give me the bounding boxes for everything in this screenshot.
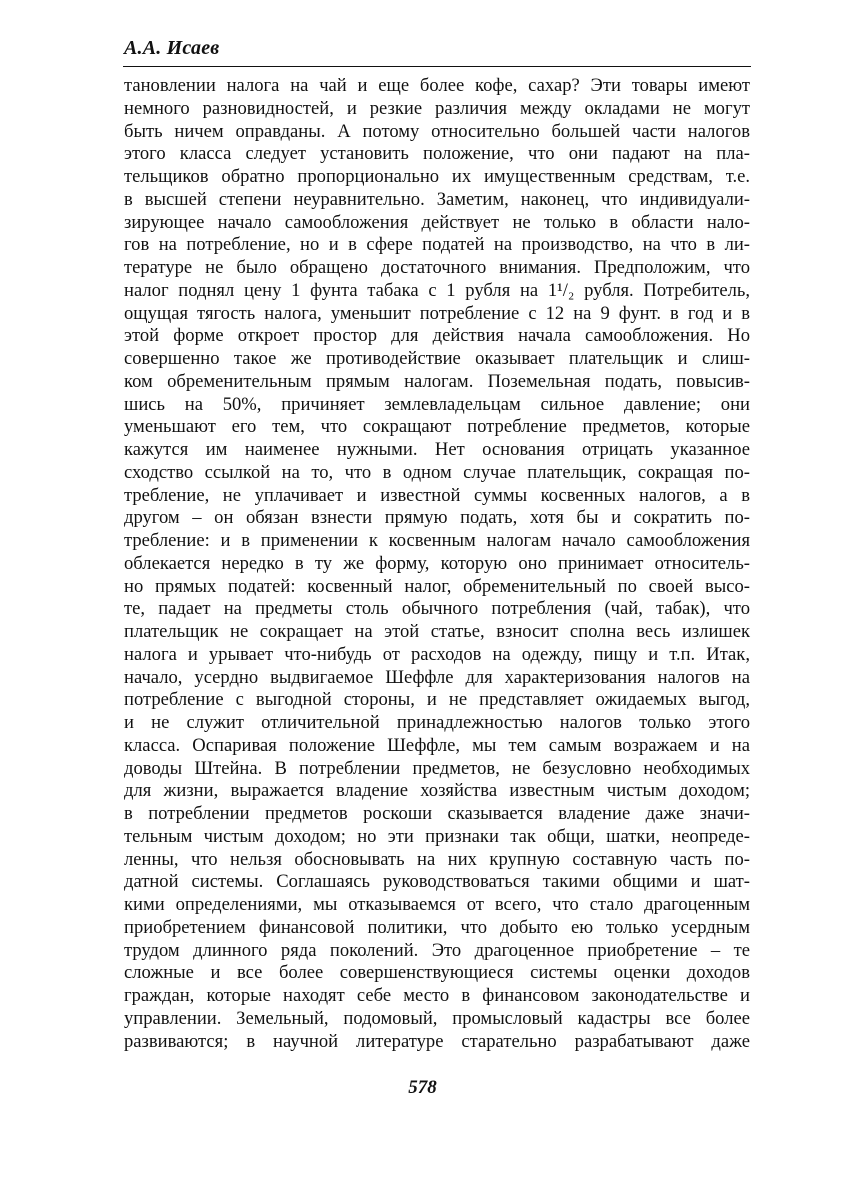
text-line: доводы Штейна. В потреблении предметов, не безусловно необходимых: [124, 757, 750, 779]
text-line: требление: и в применении к косвенным налогам начало самообложения: [124, 530, 750, 551]
text-line: совершенно такое же противодействие оказывает плательщик и слиш-: [124, 348, 750, 369]
header-rule: [123, 66, 751, 67]
text-line: немного разновидностей, и резкие различия между окладами не могут: [124, 97, 750, 119]
text-line: тельным чистым доходом; но эти признаки так общи, шатки, неопреде-: [124, 825, 750, 847]
text-line: налог поднял цену 1 фунта табака с 1 рубля на 1¹/₂ рубля. Потребитель,: [124, 279, 750, 301]
text-line: трудом длинного ряда поколений. Это драгоценное приобретение – те: [124, 939, 750, 961]
text-line: ленны, что нельзя обосновывать на них крупную составную часть по-: [124, 848, 750, 870]
text-line: налога и урывает что-нибудь от расходов на одежду, пищу и т.п. Итак,: [124, 643, 750, 665]
text-line: граждан, которые находят себе место в финансовом законодательстве и: [124, 985, 750, 1006]
text-line: класса. Оспаривая положение Шеффле, мы тем самым возражаем и на: [124, 734, 750, 756]
text-line: те, падает на предметы столь обычного потребления (чай, табак), что: [124, 598, 750, 620]
text-line: сложные и все более совершенствующиеся системы оценки доходов: [124, 962, 750, 984]
text-line: облекается нередко в ту же форму, которую оно принимает относитель-: [124, 552, 750, 574]
text-line: для жизни, выражается владение хозяйства известным чистым доходом;: [124, 780, 750, 802]
text-line: кими определениями, мы отказываемся от всего, что стало драгоценным: [124, 894, 750, 915]
text-line: другом – он обязан взнести прямую подать, хотя бы и сократить по-: [124, 507, 750, 529]
text-line: тановлении налога на чай и еще более кофе, сахар? Эти товары имеют: [124, 75, 750, 96]
text-line: требление, не уплачивает и известной суммы косвенных налогов, а в: [124, 484, 750, 506]
text-line: и не служит отличительной принадлежностью налогов только этого: [124, 712, 750, 733]
text-line: ком обременительным прямым налогам. Поземельная подать, повысив-: [124, 370, 750, 392]
text-line: развиваются; в научной литературе старательно разрабатывают даже: [124, 1030, 750, 1052]
text-line: этой форме откроет простор для действия начала самообложения. Но: [124, 325, 750, 347]
text-line: кажутся им наименее нужными. Нет основания отрицать указанное: [124, 439, 750, 460]
text-line: зирующее начало самообложения действует не только в области нало-: [124, 211, 750, 233]
text-line: шись на 50%, причиняет землевладельцам сильное давление; они: [124, 393, 750, 415]
text-line: тературе не было обращено достаточного внимания. Предположим, что: [124, 257, 750, 278]
text-line: в потреблении предметов роскоши сказывается владение даже значи-: [124, 803, 750, 824]
text-line: тельщиков обратно пропорционально их имущественным средствам, т.е.: [124, 166, 750, 187]
body-text: [124, 75, 750, 1053]
text-line: в высшей степени неуравнительно. Заметим, наконец, что индивидуали-: [124, 188, 750, 210]
text-line: приобретением финансовой политики, что добыто ею только усердным: [124, 916, 750, 938]
text-line: уменьшают его тем, что сокращают потребление предметов, которые: [124, 416, 750, 438]
text-line: быть ничем оправданы. А потому относительно большей части налогов: [124, 120, 750, 142]
text-line: датной системы. Соглашаясь руководствоваться такими общими и шат-: [124, 871, 750, 893]
text-line: потребление с выгодной стороны, и не представляет ожидаемых выгод,: [124, 689, 750, 711]
text-line: ощущая тягость налога, уменьшит потребление с 12 на 9 фунт. в год и в: [124, 302, 750, 324]
text-line: этого класса следует установить положение, что они падают на пла-: [124, 143, 750, 165]
running-head-author: А.А. Исаев: [124, 37, 220, 59]
text-line: сходство ссылкой на то, что в одном случае плательщик, сокращая по-: [124, 461, 750, 483]
text-line: гов на потребление, но и в сфере податей на производство, на что в ли-: [124, 234, 750, 256]
text-line: но прямых податей: косвенный налог, обременительный по своей высо-: [124, 575, 750, 597]
text-line: управлении. Земельный, подомовый, промысловый кадастры все более: [124, 1007, 750, 1029]
text-line: плательщик не сокращает на этой статье, взносит сполна весь излишек: [124, 621, 750, 642]
text-line: начало, усердно выдвигаемое Шеффле для характеризования налогов на: [124, 666, 750, 688]
page-number: 578: [408, 1077, 437, 1098]
